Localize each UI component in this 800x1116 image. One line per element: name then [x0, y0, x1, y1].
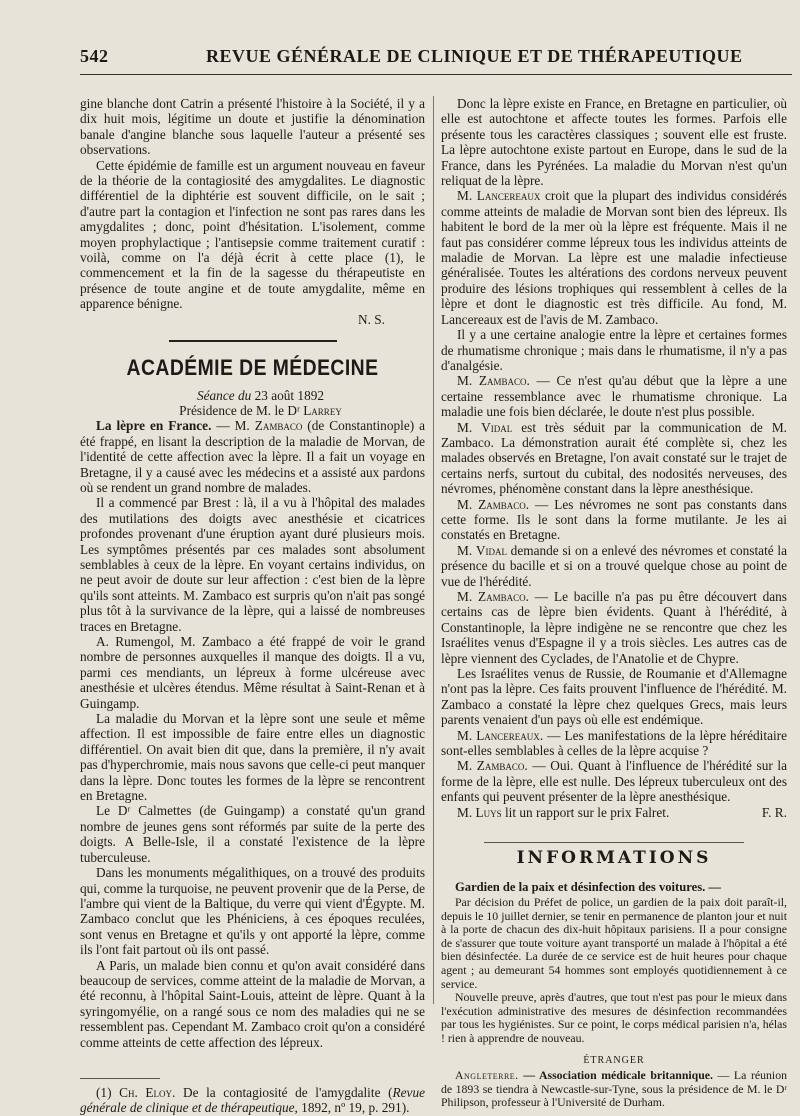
footnote-text: (1) Ch. Eloy. De la contagiosité de l'amygdalite (Revue générale de clinique et de thérapeutique, 1892, nº 19, p. 291). — [80, 1084, 425, 1116]
vidal-paragraph-2: M. Vidal demande si on a enlevé des névromes et constaté la présence du bacille et si on a trouvé quelque chose au point de vue de l'hérédité. — [441, 542, 787, 589]
etranger-heading: ÉTRANGER — [583, 1054, 645, 1066]
footnote-source: Revue générale de clinique et de thérapeutique — [80, 1084, 425, 1116]
left-column — [80, 96, 425, 1116]
rubric-paragraph: La lèpre en France. — M. Zambaco (de Constantinople) a été frappé, en lisant la description de la maladie de Morvan, de l'identité de cette affection avec la lèpre. Il a fait un voyage en Bretagne, il y a causé avec les médecins et a assisté aux pardons où se rendent un grand nombre de malades. — [80, 418, 426, 495]
speaker-name: Lancereaux — [476, 727, 540, 743]
speaker-name: Zambaco — [478, 589, 526, 604]
speaker-name: Zambaco — [476, 758, 525, 774]
calmettes-paragraph: Le Dʳ Calmettes (de Guingamp) a constaté qu'un grand nombre de jeunes gens sont réformés par suite de la perte des doigts. A Belle-Isle, il a constaté l'existence de la lèpre tuberculeuse. — [80, 803, 425, 865]
conclusion-paragraph: Donc la lèpre existe en France, en Bretagne en particulier, où elle est autochtone et affecte toutes les formes. Parfois elle présente tous les caractères classiques ; souvent elle est fruste. La lèpre autochtone existe partout en Europe, dans le sud de la France, dans les Pyrénées. La maladie du Morvan n'est qu'un reliquat de la lèpre. — [441, 96, 787, 189]
lancereaux-question: M. Lancereaux. — Les manifestations de la lèpre héréditaire sont-elles semblables à celles de la lèpre acquise ? — [441, 727, 787, 759]
rumengol-paragraph: A. Rumengol, M. Zambaco a été frappé de voir le grand nombre de personnes auxquelles il manque des doigts. Il a vu, parmi ces mendiants, un lépreux à forme ulcéreuse avec anesthésie et ulcères étendus. Même résultat à Saint-Renan et à Guingamp. — [80, 634, 425, 711]
president-name: Larrey — [303, 402, 342, 418]
zambaco-reply-4: M. Zambaco. — Oui. Quant à l'influence de l'hérédité sur la forme de la lèpre, elle est nulle. Des lépreux tuberculeux ont des enfants qui peuvent présenter de la lèpre anesthésique. — [441, 758, 787, 805]
journal-title: REVUE GÉNÉRALE DE CLINIQUE ET DE THÉRAPEUTIQUE — [206, 46, 743, 66]
intro-signature: N. S. — [358, 311, 385, 327]
gardien-text: Par décision du Préfet de police, un gardien de la paix doit paraît-il, depuis le 10 juillet dernier, se tenir en permanence de planton jour et nuit à la porte de chacun des dix-huit hôpitaux parisiens. Il a pour consigne de s'assurer que toute voiture ayant transporté un malade à l'hôpital a été bien désinfectée. La durée de ce service est de huit heures pour chaque agent ; au demeurant 54 hommes sont employés quotidiennement à ce service. — [441, 895, 787, 991]
gardien-comment: Nouvelle preuve, après d'autres, que tout n'est pas pour le mieux dans l'exécution administrative des mesures de désinfection recommandées par tous les hygiénistes. Sur ce point, le corps médical parisien n'a, hélas ! rien à apprendre de nouveau. — [441, 990, 787, 1046]
luys-line: M. Luys lit un rapport sur le prix Falret. F. R. — [457, 804, 787, 820]
speaker-name: Luys — [475, 804, 502, 820]
informations-block — [441, 881, 787, 1111]
section-signature: F. R. — [761, 804, 787, 820]
zambaco-reply-2: M. Zambaco. — Les névromes ne sont pas constants dans cette forme. Ils le sont dans la forme mutilante. Je les ai constatés en Bretagne. — [441, 496, 787, 543]
academy-title: ACADÉMIE DE MÉDECINE — [126, 355, 379, 381]
israelites-paragraph: Les Israélites venus de Russie, de Roumanie et d'Allemagne n'ont pas la lèpre. Ces faits prouvent l'influence de l'hérédité. M. Zambaco a constaté la lèpre chez quelques Grecs, mais leurs parents venaient d'un pays où elle est endémique. — [441, 666, 787, 728]
running-head — [80, 46, 770, 70]
zambaco-reply-3: M. Zambaco. — Le bacille n'a pas pu être découvert dans certains cas de lèpre bien évidents. Quant à l'hérédité, à Constantinople, la lèpre indigène ne se rencontre que chez les Israélites venus d'Espagne il y a trois siècles. Les autres cas de lèpre viennent des Cyclades, de l'Anatolie et de Chypre. — [441, 589, 787, 666]
intro-paragraph: gine blanche dont Catrin a présenté l'histoire à la Société, il y a dix huit mois, légitime un doute et justifie la dénomination banale d'angine blanche sous laquelle l'auteur a présenté ses observations. — [80, 96, 425, 158]
column-divider — [433, 96, 434, 1004]
rubric-title: La lèpre en France. — [96, 418, 212, 434]
page-number: 542 — [80, 46, 109, 66]
lancereaux-paragraph: M. Lancereaux croit que la plupart des individus considérés comme atteints de maladie de Morvan sont bien des lépreux. Ils habitent le bord de la mer où la lèpre est fréquente. Mais il ne faut pas considérer comme lépreux tous les individus atteints de maladie de Morvan. La lèpre est une maladie infectieuse généralisée. Toutes les altérations des cordons nerveux peuvent produire des lésions trophiques qui ressemblent à celles de la lèpre et dont le diagnostic est très difficile. Au fond, M. Lancereaux est de l'avis de M. Zambaco. — [441, 188, 787, 327]
vidal-paragraph-1: M. Vidal est très séduit par la communication de M. Zambaco. La démonstration aurait été complète si, chez les malades observés en Bretagne, l'on avait constaté sur le trajet de certains nerfs, surtout du cubital, des nodosités nerveuses, des névromes, phénomène constant dans la lèpre anesthésique. — [441, 419, 787, 497]
speaker-name: Vidal — [475, 542, 507, 558]
speaker-name: Lancereaux — [476, 188, 541, 204]
footnote — [80, 1085, 425, 1116]
country-label: Angleterre. — [455, 1068, 519, 1083]
intro-signature-line — [80, 312, 425, 327]
footnote-rule — [80, 1078, 160, 1079]
angleterre-paragraph: Angleterre. — Association médicale britannique. — La réunion de 1893 se tiendra à Newcastle-sur-Tyne, sous la présidence de M. le Dʳ Philipson, professeur à l'Université de Durham. — [441, 1068, 787, 1110]
speaker-name: Vidal — [481, 419, 513, 435]
right-column — [441, 96, 787, 1110]
zambaco-reply-1: M. Zambaco. — Ce n'est qu'au début que la lèpre a une certaine ressemblance avec le rhumatisme chronique. La maladie une fois bien déclarée, le doute n'est plus possible. — [441, 373, 787, 420]
session-date: 23 août 1892 — [254, 387, 325, 403]
header-rule — [80, 74, 792, 75]
brest-paragraph: Il a commencé par Brest : là, il a vu à l'hôpital des malades des mutilations des doigts avec anesthésie et cicatrices profondes provenant d'une éruption ayant duré plusieurs mois. Les symptômes présentés par ces malades sont absolument semblables à ceux de la lèpre. En voyant certains individus, on ne peut avoir de doute sur leur affection : c'est bien de la lèpre qu'ils sont atteints. M. Zambaco est surpris qu'on n'ait pas songé plus tôt à la survivance de la lèpre, qui a laissé de nombreuses traces en Bretagne. — [80, 495, 425, 634]
speaker-name: Zambaco — [478, 373, 527, 389]
contagion-paragraph: Cette épidémie de famille est un argument nouveau en faveur de la théorie de la contagiosité des amygdalites. Le diagnostic différentiel de la diphtérie est souvent difficile, on le sait ; d'autre part la contagion et l'infection ne sont pas rares dans les amygdalites ; donc, point d'hésitation. L'isolement, comme moyen prophylactique ; l'antisepsie comme traitement curatif : voilà, comme on l'a déjà écrit à cette place (1), le commencement et la fin de la sagesse du thérapeutiste en présence de toute angine et de toute amygdalite, même en apparence bénigne. — [80, 157, 425, 312]
speaker-name: Zambaco — [254, 418, 303, 434]
section-rule — [169, 340, 337, 342]
gardien-heading: Gardien de la paix et désinfection des voitures. — — [455, 879, 721, 894]
rheumatism-paragraph: Il y a une certaine analogie entre la lèpre et certaines formes de rhumatisme chronique ; mais dans le rhumatisme, il n'y a pas d'analgésie. — [441, 327, 787, 373]
paris-paragraph: A Paris, un malade bien connu et qu'on avait considéré dans beaucoup de services, comme atteint de la maladie de Morvan, a été reconnu, à l'hôpital Saint-Louis, atteint de lèpre. Quant à la syringomyélie, on a rangé sous ce nom des maladies qui ne se ressemblent pas. Cependant M. Zambaco croit qu'on a considéré comme atteints de cette affection des lépreux. — [80, 957, 425, 1050]
footnote-author: Ch. Eloy — [119, 1084, 173, 1100]
info-rule — [484, 842, 744, 843]
morvan-paragraph: La maladie du Morvan et la lèpre sont une seule et même affection. Il est impossible de faire entre elles un diagnostic différentiel. On avait bien dit que, dans la première, il n'y avait pas d'hyperchromie, mais nous savons que celle-ci peut manquer dans la lèpre. Donc toutes les formes de la lèpre se rencontrent en Bretagne. — [80, 711, 425, 804]
session-line: Séance du 23 août 1892 — [196, 387, 325, 403]
president-line: Présidence de M. le Dʳ Larrey — [179, 402, 342, 418]
megalithic-paragraph: Dans les monuments mégalithiques, on a trouvé des produits qui, comme la turquoise, ne peuvent provenir que de la Perse, de l'ambre qui vient de la Baltique, du verre qui vient d'Égypte. M. Zambaco conclut que les Phéniciens, à ces époques reculées, sont venus en Bretagne et qu'ils y ont apporté la lèpre, comme ils l'ont fait partout où ils ont passé. — [80, 865, 425, 958]
speaker-name: Zambaco — [478, 496, 526, 512]
informations-title: INFORMATIONS — [516, 848, 712, 869]
